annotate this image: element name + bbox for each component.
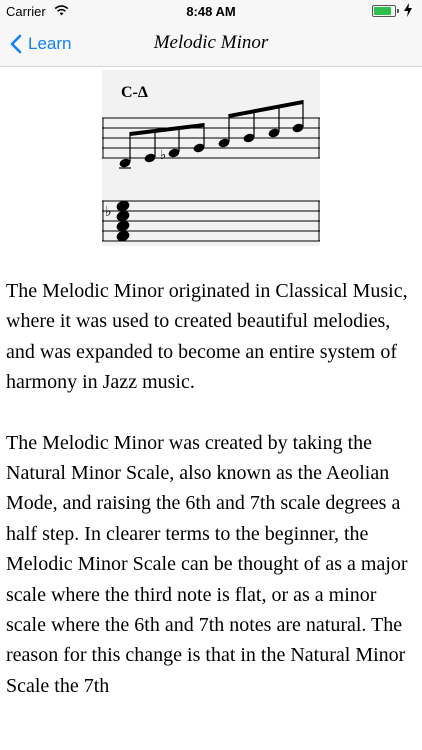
- music-notation: [102, 70, 320, 246]
- page-title: Melodic Minor: [153, 32, 269, 53]
- battery-tip: [397, 9, 399, 13]
- carrier-label: Carrier: [6, 4, 46, 19]
- svg-text:♭: ♭: [105, 204, 112, 220]
- status-bar: [0, 0, 422, 22]
- note-c: [118, 132, 131, 169]
- note-g: [217, 114, 230, 149]
- treble-staff: [102, 118, 320, 158]
- paragraph-2: The Melodic Minor was created by taking the Natural Minor Scale, also known as the Aeolian Mode, and raising the 6th and 7th scale degrees a half step. In clearer terms to the beginner, the Melodic Minor Scale can be thought of as a major scale where the third note is flat, or as a minor scale where the 6th and 7th notes are natural. The reason for this change is that in the Natural Minor Scale the 7th: [6, 431, 408, 697]
- note-b: [267, 108, 280, 139]
- notation-staves: [102, 70, 320, 246]
- navigation-bar: [0, 22, 422, 67]
- svg-text:♭: ♭: [160, 148, 167, 163]
- chord-staff: [102, 201, 320, 241]
- battery-icon: [372, 5, 396, 17]
- status-time: 8:48 AM: [186, 4, 236, 19]
- charging-bolt-icon: [402, 2, 414, 18]
- back-button-label: Learn: [28, 34, 72, 53]
- note-a: [242, 111, 255, 144]
- battery-level-fill: [374, 7, 391, 15]
- article-body: [6, 276, 418, 731]
- note-d: [143, 129, 156, 164]
- beam-1: [130, 123, 204, 136]
- paragraph-1: The Melodic Minor originated in Classical Music, where it was used to created beautiful melodies, and was expanded to become an entire system of harmony in Jazz music.: [6, 280, 408, 394]
- beam-2: [229, 100, 303, 118]
- chord-symbol: C-Δ: [121, 84, 148, 101]
